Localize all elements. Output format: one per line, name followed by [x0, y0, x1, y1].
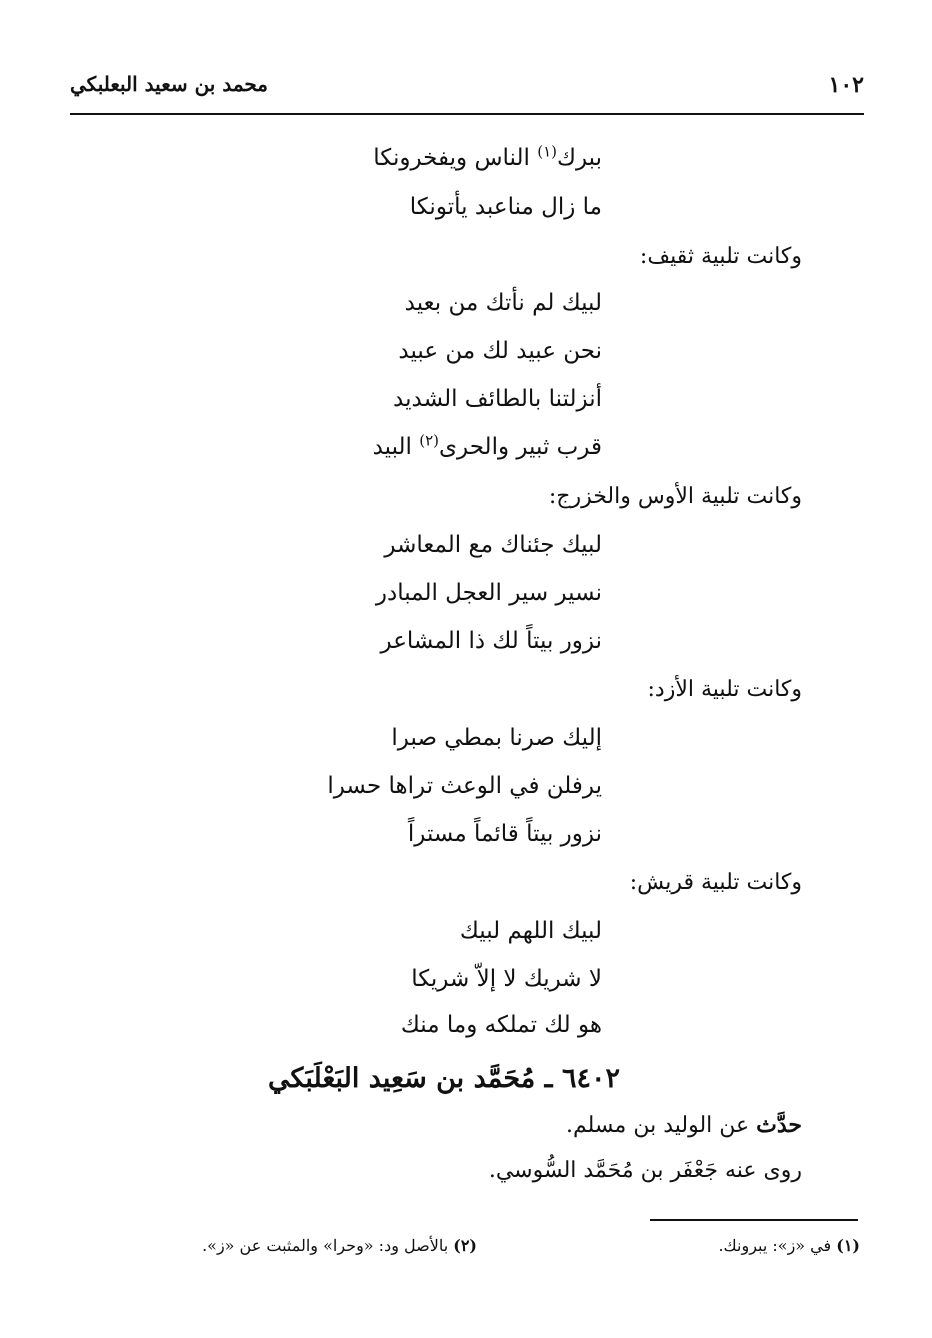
verse-line: لبيك اللهم لبيك — [459, 918, 602, 944]
footnote-number: (١) — [836, 1236, 860, 1255]
header-rule — [70, 113, 864, 115]
verse-text: الناس ويفخرونكا — [373, 145, 538, 171]
verse-line — [302, 142, 602, 171]
verse-text: البيد — [372, 434, 420, 460]
verse-line: نحن عبيد لك من عبيد — [398, 338, 602, 364]
footnote-rule — [650, 1219, 858, 1221]
verse-line: لبيك جئناك مع المعاشر — [384, 532, 602, 558]
entry-title: ٦٤٠٢ ـ مُحَمَّد بن سَعِيد البَعْلَبَكي — [267, 1063, 620, 1094]
footnote — [202, 1236, 477, 1255]
verse-text: قرب ثبير والحرى — [439, 434, 602, 460]
entry-lead: حدَّث — [756, 1112, 802, 1138]
section-intro: وكانت تلبية الأوس والخزرج: — [548, 484, 802, 509]
verse-line: ما زال مناعبد يأتونكا — [409, 194, 602, 220]
section-intro: وكانت تلبية قريش: — [629, 870, 802, 895]
footnote — [718, 1236, 860, 1255]
section-intro: وكانت تلبية ثقيف: — [639, 244, 802, 269]
footnote-number: (٢) — [453, 1236, 477, 1255]
verse-line — [302, 431, 602, 460]
page-number: ١٠٢ — [828, 72, 864, 98]
verse-line: نزور بيتاً لك ذا المشاعر — [380, 628, 602, 654]
verse-line: يرفلن في الوعث تراها حسرا — [327, 773, 602, 799]
verse-text: ببرك — [557, 145, 602, 171]
verse-line: نزور بيتاً قائماً مستراً — [407, 821, 602, 847]
running-title: محمد بن سعيد البعلبكي — [70, 72, 269, 96]
verse-line: لبيك لم نأتك من بعيد — [404, 290, 602, 316]
entry-line: روى عنه جَعْفَر بن مُحَمَّد السُّوسي. — [488, 1158, 802, 1183]
footnote-ref[interactable]: (٢) — [419, 431, 440, 450]
verse-line: لا شريك لا إلاّ شريكا — [411, 966, 602, 992]
footnote-text: بالأصل ود: «وحرا» والمثبت عن «ز». — [202, 1236, 454, 1255]
footnote-ref[interactable]: (١) — [537, 142, 557, 161]
verse-line: نسير سير العجل المبادر — [375, 580, 602, 606]
verse-line: هو لك تملكه وما منك — [400, 1012, 602, 1038]
entry-line — [566, 1112, 802, 1138]
footnote-text: في «ز»: يبرونك. — [718, 1236, 837, 1255]
section-intro: وكانت تلبية الأزد: — [647, 677, 802, 702]
verse-line: إليك صرنا بمطي صبرا — [391, 725, 602, 751]
verse-line: أنزلتنا بالطائف الشديد — [393, 386, 602, 412]
entry-text: عن الوليد بن مسلم. — [566, 1113, 757, 1138]
